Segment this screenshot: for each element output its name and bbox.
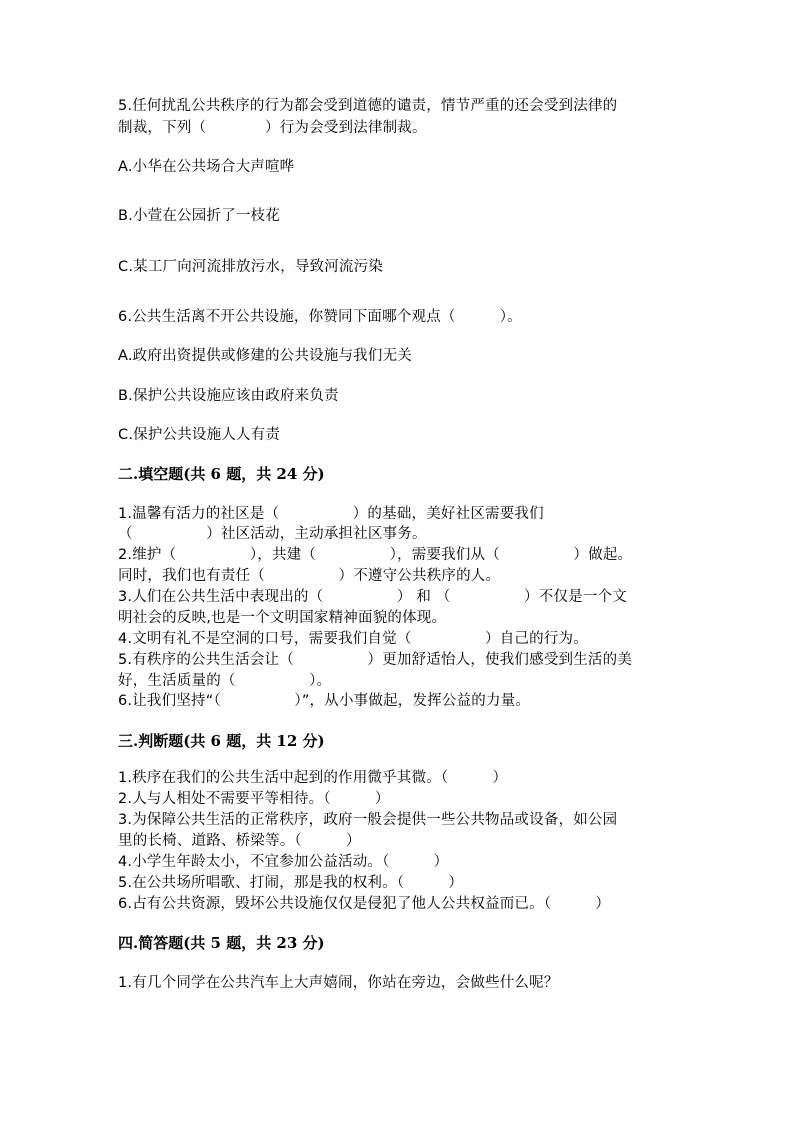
list-item: 4.小学生年龄太小，不宜参加公益活动。（ ） — [118, 854, 449, 870]
question-6-option-b: B.保护公共设施应该由政府来负责 — [118, 388, 339, 404]
list-item: 2.人与人相处不需要平等相待。（ ） — [118, 791, 390, 807]
list-item: 里的长椅、道路、桥梁等。（ ） — [118, 833, 361, 849]
list-item: 3.人们在公共生活中表现出的（ ） 和 （ ）不仅是一个文 — [118, 589, 627, 605]
question-6-option-a: A.政府出资提供或修建的公共设施与我们无关 — [118, 348, 412, 364]
question-5-option-b: B.小萱在公园折了一枝花 — [118, 208, 280, 224]
list-item: 2.维护（ ），共建（ ），需要我们从（ ）做起。 — [118, 547, 633, 563]
list-item: 5.在公共场所唱歌、打闹，那是我的权利。（ ） — [118, 875, 464, 891]
section-heading: 三.判断题(共 6 题，共 12 分) — [118, 732, 325, 750]
question-5-option-a: A.小华在公共场合大声喧哗 — [118, 159, 295, 175]
question-5-stem-line-1: 5.任何扰乱公共秩序的行为都会受到道德的谴责，情节严重的还会受到法律的 — [118, 98, 618, 114]
list-item: 同时，我们也有责任（ ）不遵守公共秩序的人。 — [118, 568, 501, 584]
list-item: 好，生活质量的（ ）。 — [118, 673, 332, 689]
list-item: 3.为保障公共生活的正常秩序，政府一般会提供一些公共物品或设备，如公园 — [118, 812, 618, 828]
section-heading: 四.简答题(共 5 题，共 23 分) — [118, 934, 325, 952]
question-5-stem-line-2: 制裁，下列（ ）行为会受到法律制裁。 — [118, 120, 427, 136]
list-item: 1.温馨有活力的社区是（ ）的基础，美好社区需要我们 — [118, 506, 544, 522]
question-6-stem: 6.公共生活离不开公共设施，你赞同下面哪个观点（ ）。 — [118, 309, 522, 325]
question-5-option-c: C.某工厂向河流排放污水，导致河流污染 — [118, 259, 384, 275]
list-item: 5.有秩序的公共生活会让（ ）更加舒适怡人，使我们感受到生活的美 — [118, 652, 633, 668]
list-item: 6.让我们坚持“（ ）”，从小事做起，发挥公益的力量。 — [118, 693, 531, 709]
section-heading: 二.填空题(共 6 题，共 24 分) — [118, 465, 325, 483]
list-item: 1.秩序在我们的公共生活中起到的作用微乎其微。（ ） — [118, 770, 508, 786]
list-item: 4.文明有礼不是空洞的口号，需要我们自觉（ ）自己的行为。 — [118, 631, 588, 647]
question-6-option-c: C.保护公共设施人人有责 — [118, 427, 281, 443]
list-item: 1.有几个同学在公共汽车上大声嬉闹，你站在旁边，会做些什么呢？ — [118, 975, 559, 991]
list-item: 明社会的反映,也是一个文明国家精神面貌的体现。 — [118, 610, 447, 626]
list-item: 6.占有公共资源，毁坏公共设施仅仅是侵犯了他人公共权益而已。（ ） — [118, 896, 611, 912]
list-item: （ ）社区活动，主动承担社区事务。 — [118, 526, 427, 542]
